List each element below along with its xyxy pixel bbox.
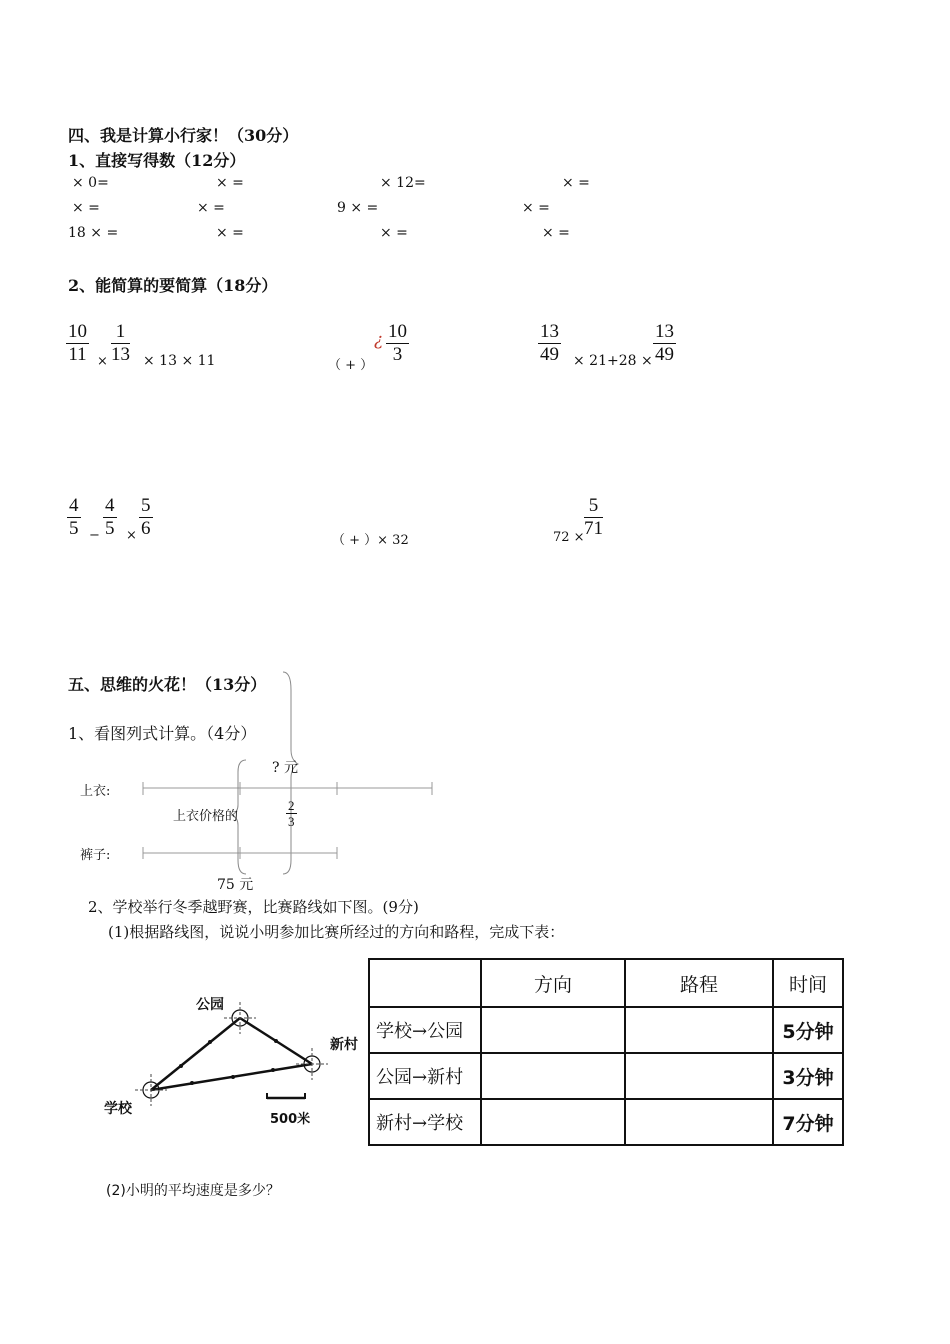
stray-mark: ¿	[374, 330, 384, 350]
pants-label: 裤子:	[80, 848, 111, 863]
q1-item: × =	[197, 200, 225, 216]
q1-item: × =	[216, 175, 244, 191]
expression-tail: × 13 × 11	[143, 353, 216, 369]
route-table	[368, 958, 844, 1146]
fraction	[386, 321, 409, 366]
numerator: 2	[288, 798, 295, 813]
s5-q2-sub1: (1)根据路线图，说说小明参加比赛所经过的方向和路程，完成下表：	[108, 923, 565, 941]
direction-cell[interactable]	[481, 1053, 625, 1099]
map-scale-label: 500米	[270, 1112, 311, 1127]
segment-diagram	[0, 660, 460, 900]
pants-price-label: 75 元	[217, 877, 254, 893]
numerator: 4	[105, 495, 115, 516]
q1-item: × =	[380, 225, 408, 241]
fraction	[111, 321, 130, 366]
shirt-label: 上衣:	[80, 784, 111, 799]
table-header: 路程	[625, 959, 773, 1007]
q1-item: 18 × =	[68, 225, 119, 241]
fraction	[584, 495, 603, 540]
q1-item: × =	[216, 225, 244, 241]
q1-item: × =	[72, 200, 100, 216]
shirt-price-of-label: 上衣价格的	[173, 809, 239, 824]
route-map	[95, 980, 365, 1160]
route-cell: 新村→学校	[369, 1099, 481, 1145]
denominator: 6	[141, 518, 151, 539]
numerator: 5	[584, 495, 603, 518]
q1-item: × =	[542, 225, 570, 241]
route-cell: 公园→新村	[369, 1053, 481, 1099]
s5-q2-sub2: (2)小明的平均速度是多少？	[106, 1183, 280, 1199]
numerator: 5	[141, 495, 151, 516]
q2-title: 2、能简算的要简算（18分）	[68, 276, 278, 295]
q1-title: 1、直接写得数（12分）	[68, 151, 246, 170]
denominator: 71	[584, 518, 603, 539]
time-cell: 5分钟	[773, 1007, 843, 1053]
time-cell: 7分钟	[773, 1099, 843, 1145]
numerator: 10	[68, 321, 87, 342]
numerator: 13	[655, 321, 674, 342]
direction-cell[interactable]	[481, 1099, 625, 1145]
table-header: 时间	[773, 959, 843, 1007]
fraction	[139, 495, 153, 540]
q1-item: × =	[562, 175, 590, 191]
table-row	[369, 1099, 843, 1145]
s5-q2-title: 2、学校举行冬季越野赛，比赛路线如下图。(9分)	[88, 898, 419, 916]
section5-title: 五、思维的火花！（13分）	[68, 675, 267, 694]
s5-q1-title: 1、看图列式计算。（4分）	[68, 724, 257, 743]
distance-cell[interactable]	[625, 1007, 773, 1053]
map-village-label: 新村	[330, 1037, 358, 1053]
table-header: 方向	[481, 959, 625, 1007]
section4-title: 四、我是计算小行家！（30分）	[68, 126, 299, 145]
numerator: 4	[69, 495, 79, 516]
fraction	[653, 321, 676, 366]
fraction	[67, 495, 81, 540]
denominator: 13	[111, 344, 130, 365]
denominator: 3	[288, 814, 295, 829]
q1-item: 9 × =	[337, 200, 379, 216]
map-park-label: 公园	[196, 997, 224, 1013]
table-header	[369, 959, 481, 1007]
denominator: 49	[655, 344, 674, 365]
ratio-fraction	[286, 798, 297, 829]
time-cell: 3分钟	[773, 1053, 843, 1099]
operator: −	[89, 528, 100, 543]
numerator: 10	[388, 321, 407, 342]
numerator: 13	[540, 321, 559, 342]
fraction	[66, 321, 89, 366]
denominator: 11	[68, 344, 87, 365]
q1-item: × 0=	[72, 175, 109, 191]
distance-cell[interactable]	[625, 1053, 773, 1099]
table-row	[369, 1007, 843, 1053]
operator: ×	[97, 354, 108, 369]
denominator: 3	[392, 344, 403, 365]
total-label: ? 元	[272, 760, 298, 776]
numerator: 1	[111, 321, 130, 344]
direction-cell[interactable]	[481, 1007, 625, 1053]
expression-5: （ + ）× 32	[332, 533, 409, 548]
table-row	[369, 1053, 843, 1099]
denominator: 5	[69, 518, 79, 539]
q1-item: × =	[522, 200, 550, 216]
denominator: 49	[540, 344, 559, 365]
route-school-park	[151, 1018, 240, 1090]
map-school-label: 学校	[104, 1101, 132, 1117]
fraction	[103, 495, 117, 540]
expression-middle: × 21+28 ×	[573, 353, 653, 369]
expression-prefix: 72 ×	[553, 530, 585, 545]
table-header-row	[369, 959, 843, 1007]
expression-prefix: （ + ）	[328, 358, 374, 373]
denominator: 5	[105, 518, 115, 539]
operator: ×	[126, 528, 137, 543]
fraction	[538, 321, 561, 366]
q1-item: × 12=	[380, 175, 426, 191]
distance-cell[interactable]	[625, 1099, 773, 1145]
route-cell: 学校→公园	[369, 1007, 481, 1053]
